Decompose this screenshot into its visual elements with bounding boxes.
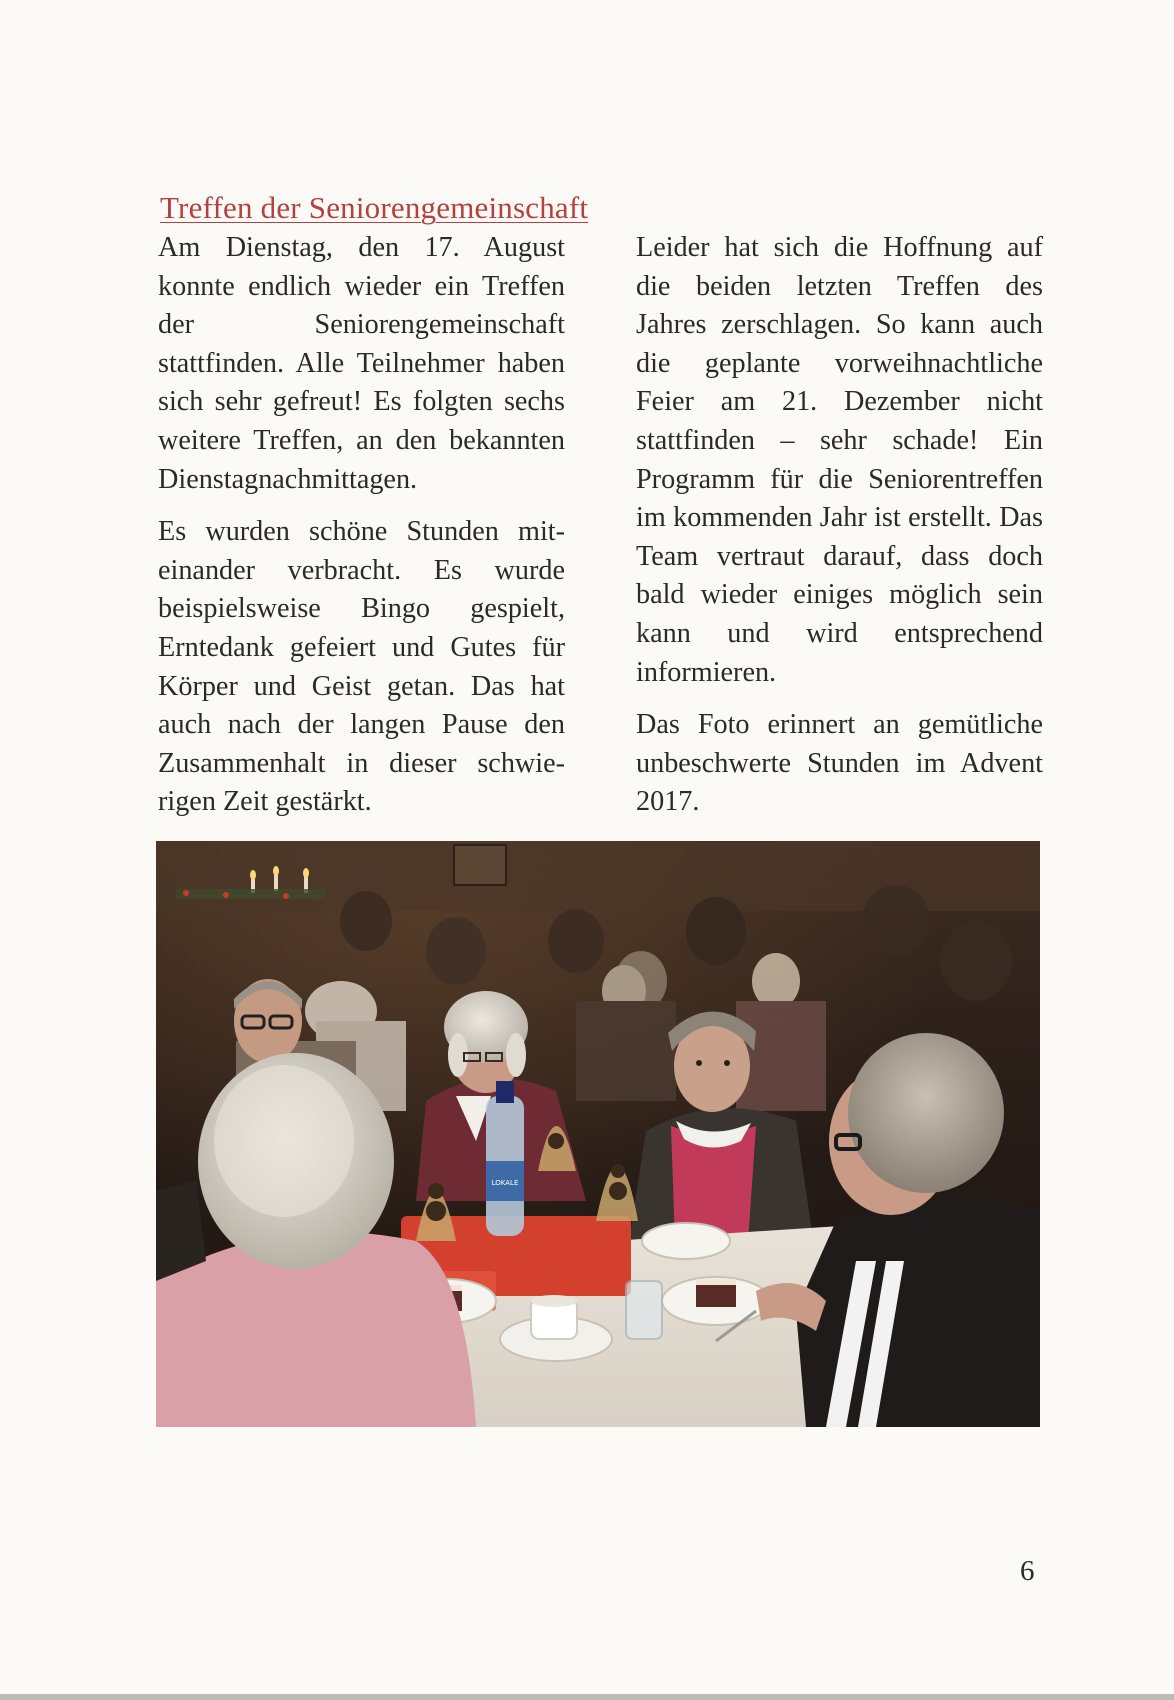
left-paragraph-1: Am Dienstag, den 17. August konnte endlich wieder ein Treffen der Seniorengemeinschaft stattfinden. Alle Teilnehmer haben sich sehr gefreut! Es folgten sechs weitere Treffen, an den bekannten Dienstagnachmittagen. — [158, 232, 565, 495]
bottle-label: LOKALE — [491, 1179, 519, 1187]
left-column — [158, 229, 565, 836]
scan-edge — [0, 1694, 1174, 1700]
article-title: Treffen der Seniorengemeinschaft — [160, 190, 589, 225]
right-paragraph-1: Leider hat sich die Hoffnung auf die beiden letzten Treffen des Jahres zerschlagen. So kann auch die geplante vorweihnachtliche Feier am 21. Dezember nicht stattfinden – sehr schade! Ein Programm für die Seniorentreffen im kommenden Jahr ist erstellt. Das Team vertraut darauf, dass doch bald wieder einiges möglich sein kann und wird entsprechend informieren. — [636, 232, 1043, 688]
advent-gathering-photo — [156, 841, 1040, 1427]
right-column — [636, 229, 1043, 836]
water-bottle — [486, 1081, 524, 1236]
page-number: 6 — [1020, 1555, 1035, 1587]
picture-frame — [454, 845, 506, 885]
left-paragraph-2: Es wurden schöne Stunden miteinander verbracht. Es wurde beispielsweise Bingo gespielt, Erntedank gefeiert und Gutes für Körper und Geist getan. Das hat auch nach der langen Pause den Zusammenhalt in dieser schwierigen Zeit gestärkt. — [158, 516, 565, 818]
right-paragraph-2: Das Foto erinnert an gemütliche unbeschwerte Stunden im Advent 2017. — [636, 709, 1043, 818]
